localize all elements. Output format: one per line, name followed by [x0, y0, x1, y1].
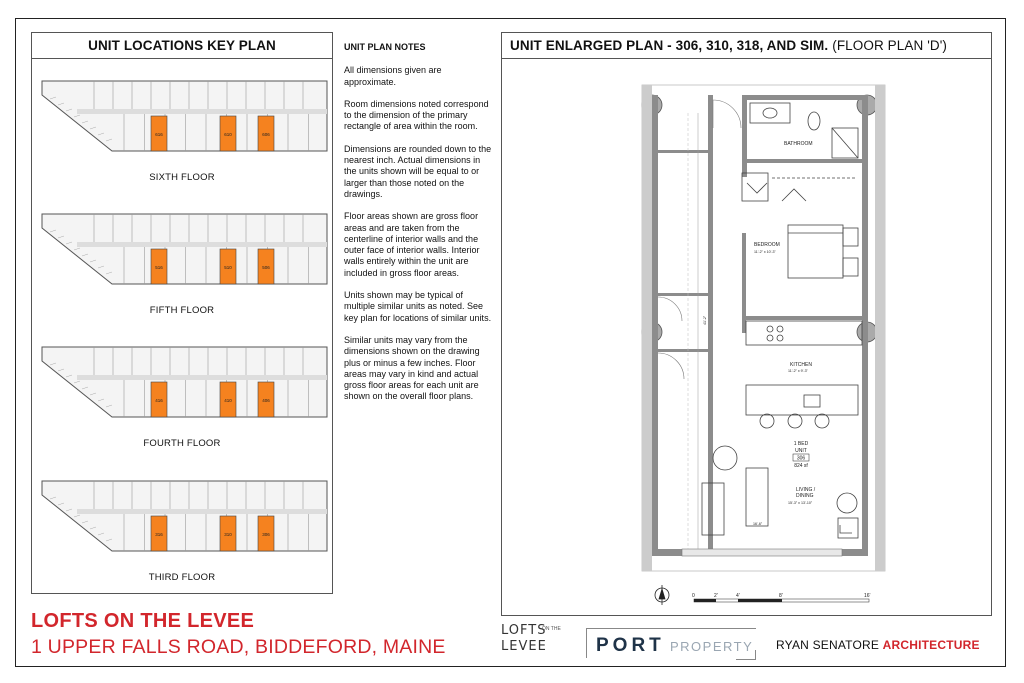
enlarged-plan-title-suffix: (FLOOR PLAN 'D') — [832, 38, 948, 53]
doors — [658, 100, 741, 379]
key-plan-floor — [32, 473, 332, 583]
key-plan-floor — [32, 73, 332, 183]
unit-number-label: 610 — [224, 132, 232, 137]
unit-number-label: 606 — [262, 132, 270, 137]
label-kitchen-dim: 11'-2" x 9'-3" — [788, 369, 808, 373]
enlarged-plan-title-main: UNIT ENLARGED PLAN - 306, 310, 318, AND SIM. — [510, 38, 829, 53]
bed — [788, 225, 858, 278]
architect-word: ARCHITECTURE — [882, 638, 980, 652]
notes-heading: UNIT PLAN NOTES — [344, 42, 426, 52]
label-kitchen: KITCHEN — [790, 362, 812, 368]
structural-columns — [642, 95, 877, 342]
logo-lofts-line2: LEVEE — [501, 639, 547, 654]
adjacent-unit-left — [642, 85, 652, 571]
unit-number-label: 416 — [155, 398, 163, 403]
unit-number-label: 510 — [224, 265, 232, 270]
scale-tick: 2' — [714, 593, 718, 599]
unit-number-label: 310 — [224, 532, 232, 537]
label-bathroom: BATHROOM — [784, 141, 813, 147]
unit-floor-plan — [502, 33, 993, 617]
logo-lofts-small: ON THE — [542, 626, 561, 632]
unit-number-label: 306 — [262, 532, 270, 537]
label-bedroom: BEDROOM — [754, 242, 780, 248]
unit-tag-line1: 1 BED — [793, 441, 809, 447]
window-bottom — [682, 549, 842, 556]
floor-plan-diagram — [32, 473, 332, 563]
north-arrow-icon — [655, 585, 669, 605]
note-paragraph: All dimensions given are approximate. — [344, 65, 442, 87]
note-paragraph: Similar units may vary from the dimensions shown on the drawing plus or minus a few inches. Floor areas may vary in kind and actual gross floor areas for each unit are shown on the overall floor plans. — [344, 334, 480, 402]
note-paragraph: Units shown may be typical of multiple similar units as noted. See key plan for locations of similar units. — [344, 290, 492, 323]
key-plan-floor — [32, 206, 332, 316]
scale-bar — [692, 593, 871, 602]
floor-label: FIFTH FLOOR — [149, 305, 215, 316]
unit-number-label: 506 — [262, 265, 270, 270]
logo-port-word: PORT — [596, 635, 665, 656]
label-bedroom-dim: 11'-2" x 10'-3" — [754, 250, 776, 254]
project-address: 1 UPPER FALLS ROAD, BIDDEFORD, MAINE — [31, 636, 446, 658]
unit-tag — [793, 441, 809, 469]
unit-number-label: 410 — [224, 398, 232, 403]
unit-number-label: 406 — [262, 398, 270, 403]
label-living: LIVING / — [796, 487, 816, 493]
scale-tick: 4' — [736, 593, 740, 599]
floor-label: SIXTH FLOOR — [149, 172, 215, 183]
unit-number-label: 316 — [155, 532, 163, 537]
project-name: LOFTS ON THE LEVEE — [31, 610, 255, 632]
label-living-dim: 15'-3" x 13'-10" — [788, 501, 813, 505]
lofts-on-the-levee-logo — [499, 623, 561, 659]
label-overall-dim: 41'-2" — [703, 315, 707, 325]
scale-tick: 16' — [864, 593, 871, 599]
unit-number-label: 616 — [155, 132, 163, 137]
note-paragraph: Room dimensions noted correspond to the dimension of the primary rectangle of area within the room. — [344, 98, 489, 132]
enlarged-plan-frame — [501, 32, 992, 616]
unit-tag-number: 306 — [796, 455, 806, 462]
note-paragraph: Dimensions are rounded down to the nearest inch. Actual dimensions in the units shown will be equal to or larger than those noted on the drawings. — [344, 143, 492, 199]
unit-tag-line2: UNIT — [795, 448, 807, 454]
architect-credit — [776, 638, 980, 652]
living-furniture — [702, 446, 858, 538]
label-dining: DINING — [796, 493, 814, 499]
floor-plan-diagram — [32, 339, 332, 429]
scale-tick: 0 — [692, 593, 695, 599]
note-paragraph: Floor areas shown are gross floor areas and are taken from the centerline of interior walls and the outer face of interior walls. Interior walls entirely within the unit are included in gross floor areas. — [344, 211, 480, 278]
logo-property-word: PROPERTY — [670, 639, 754, 654]
bathroom-fixtures — [750, 103, 858, 158]
closet — [742, 173, 857, 201]
floor-plan-diagram — [32, 73, 332, 163]
port-property-logo — [586, 628, 756, 660]
key-plan-floor — [32, 339, 332, 449]
floor-label: FOURTH FLOOR — [143, 438, 221, 449]
architect-name: RYAN SENATORE — [776, 638, 880, 652]
adjacent-unit-right — [875, 85, 885, 571]
floor-plan-diagram — [32, 206, 332, 296]
key-plan-frame — [31, 32, 333, 594]
scale-tick: 8' — [779, 593, 783, 599]
walls — [652, 95, 868, 556]
unit-number-label: 516 — [155, 265, 163, 270]
floor-label: THIRD FLOOR — [148, 572, 216, 583]
logo-lofts-line1: LOFTS — [501, 623, 547, 638]
kitchen-counters — [746, 321, 862, 428]
unit-tag-area: 824 sf — [794, 463, 808, 469]
label-window-dim: 16'-6" — [753, 522, 763, 526]
key-plan-title: UNIT LOCATIONS KEY PLAN — [32, 33, 332, 59]
unit-plan-notes — [344, 42, 494, 414]
